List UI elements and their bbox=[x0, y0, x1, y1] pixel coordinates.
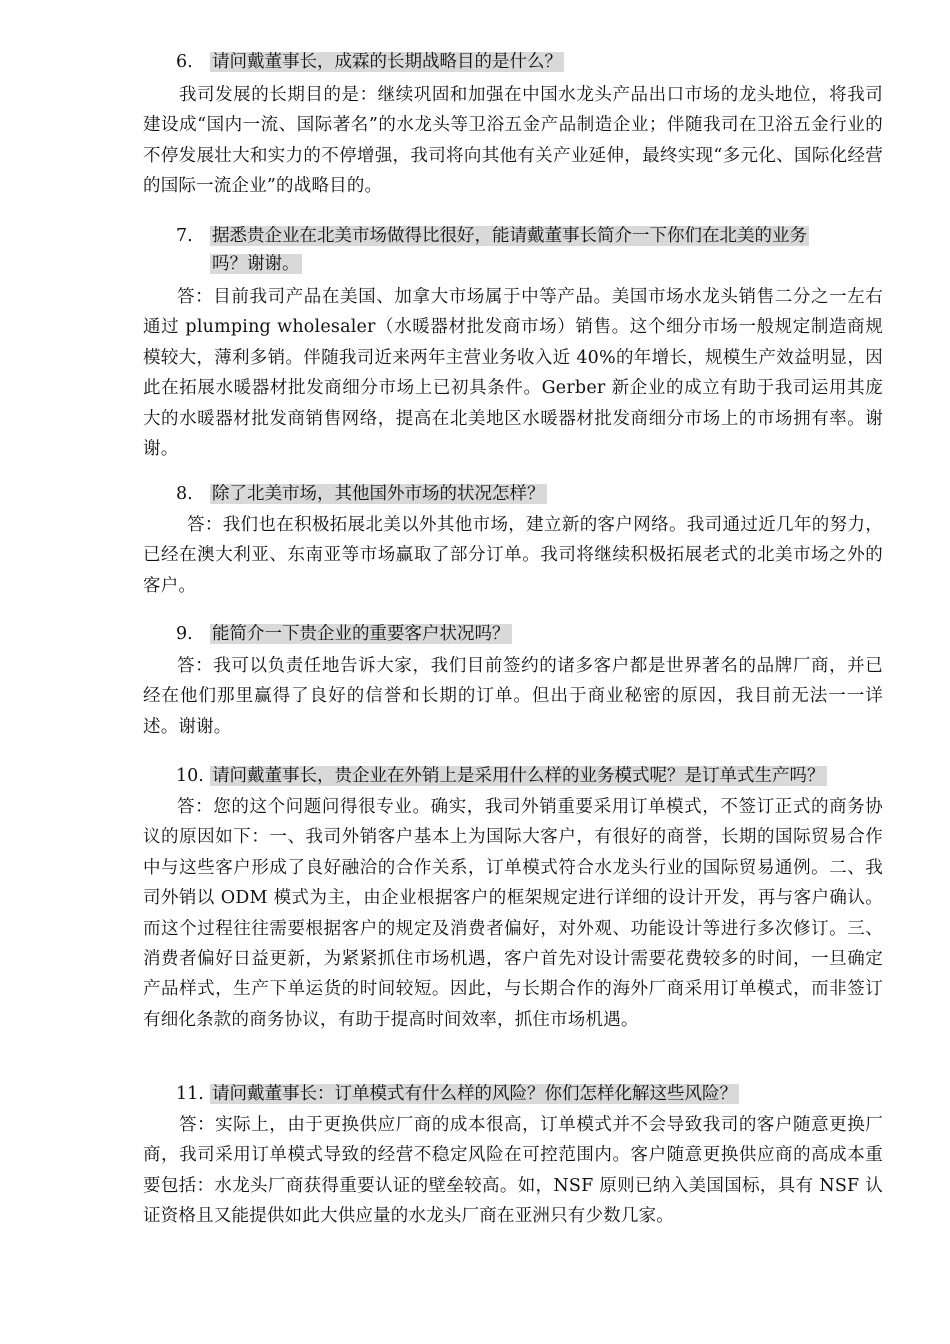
question-6 bbox=[176, 48, 564, 76]
question-number: 10. bbox=[176, 766, 204, 786]
question-number: 7. bbox=[176, 226, 193, 246]
question-text: 能简介一下贵企业的重要客户状况吗？ bbox=[212, 624, 510, 644]
answer-text: 答：目前我司产品在美国、加拿大市场属于中等产品。美国市场水龙头销售二分之一左右通过 plumping wholesaler（水暖器材批发商市场）销售。这个细分市场一般规定制造商规模较大，薄利多销。伴随我司近来两年主营业务收入近 40%的年增长，规模生产效益明显，因此在拓展水暖器材批发商细分市场上已初具条件。Gerber 新企业的成立有助于我司运用其庞大的水暖器材批发商销售网络，提高在北美地区水暖器材批发商细分市场上的市场拥有率。谢谢。 bbox=[143, 287, 883, 460]
answer-text: 答：我们也在积极拓展北美以外其他市场，建立新的客户网络。我司通过近几年的努力，已经在澳大利亚、东南亚等市场赢取了部分订单。我司将继续积极拓展老式的北美市场之外的客户。 bbox=[143, 515, 883, 596]
question-text: 请问戴董事长，贵企业在外销上是采用什么样的业务模式呢？是订单式生产吗？ bbox=[212, 766, 825, 786]
question-text: 除了北美市场，其他国外市场的状况怎样？ bbox=[212, 484, 545, 504]
question-11 bbox=[176, 1080, 739, 1108]
answer-10 bbox=[143, 792, 883, 1035]
answer-8 bbox=[143, 510, 883, 601]
question-text-continued: 吗？谢谢。 bbox=[212, 254, 300, 274]
question-number: 6. bbox=[176, 52, 193, 72]
answer-11 bbox=[143, 1110, 883, 1232]
answer-7 bbox=[143, 282, 883, 464]
answer-9 bbox=[143, 651, 883, 742]
question-10 bbox=[176, 762, 827, 790]
answer-text: 答：实际上，由于更换供应厂商的成本很高，订单模式并不会导致我司的客户随意更换厂商，我司采用订单模式导致的经营不稳定风险在可控范围内。客户随意更换供应商的高成本重要包括：水龙头厂商获得重要认证的壁垒较高。如，NSF 原则已纳入美国国标，具有 NSF 认证资格且又能提供如此大供应量的水龙头厂商在亚洲只有少数几家。 bbox=[143, 1115, 883, 1227]
question-text: 请问戴董事长，成霖的长期战略目的是什么？ bbox=[212, 52, 562, 72]
question-9 bbox=[176, 620, 512, 648]
question-text: 据悉贵企业在北美市场做得比很好，能请戴董事长简介一下你们在北美的业务 bbox=[212, 226, 807, 246]
answer-6 bbox=[143, 80, 883, 202]
question-7 bbox=[176, 222, 809, 250]
question-7-line-2 bbox=[210, 250, 302, 278]
answer-text: 答：您的这个问题问得很专业。确实，我司外销重要采用订单模式，不签订正式的商务协议的原因如下：一、我司外销客户基本上为国际大客户，有很好的商誉，长期的国际贸易合作中与这些客户形成了良好融洽的合作关系，订单模式符合水龙头行业的国际贸易通例。二、我司外销以 ODM 模式为主，由企业根据客户的框架规定进行详细的设计开发，再与客户确认。而这个过程往往需要根据客户的规定及消费者偏好，对外观、功能设计等进行多次修订。三、消费者偏好日益更新，为紧紧抓住市场机遇，客户首先对设计需要花费较多的时间，一旦确定产品样式，生产下单运货的时间较短。因此，与长期合作的海外厂商采用订单模式，而非签订有细化条款的商务协议，有助于提高时间效率，抓住市场机遇。 bbox=[143, 797, 883, 1030]
answer-text: 我司发展的长期目的是：继续巩固和加强在中国水龙头产品出口市场的龙头地位，将我司建设成“国内一流、国际著名”的水龙头等卫浴五金产品制造企业；伴随我司在卫浴五金行业的不停发展壮大和实力的不停增强，我司将向其他有关产业延伸，最终实现“多元化、国际化经营的国际一流企业”的战略目的。 bbox=[143, 85, 883, 197]
answer-text: 答：我可以负责任地告诉大家，我们目前签约的诸多客户都是世界著名的品牌厂商，并已经在他们那里赢得了良好的信誉和长期的订单。但出于商业秘密的原因，我目前无法一一详述。谢谢。 bbox=[143, 656, 883, 737]
question-number: 11. bbox=[176, 1084, 204, 1104]
question-number: 8. bbox=[176, 484, 193, 504]
question-number: 9. bbox=[176, 624, 193, 644]
question-text: 请问戴董事长：订单模式有什么样的风险？你们怎样化解这些风险？ bbox=[212, 1084, 737, 1104]
question-8 bbox=[176, 480, 547, 508]
